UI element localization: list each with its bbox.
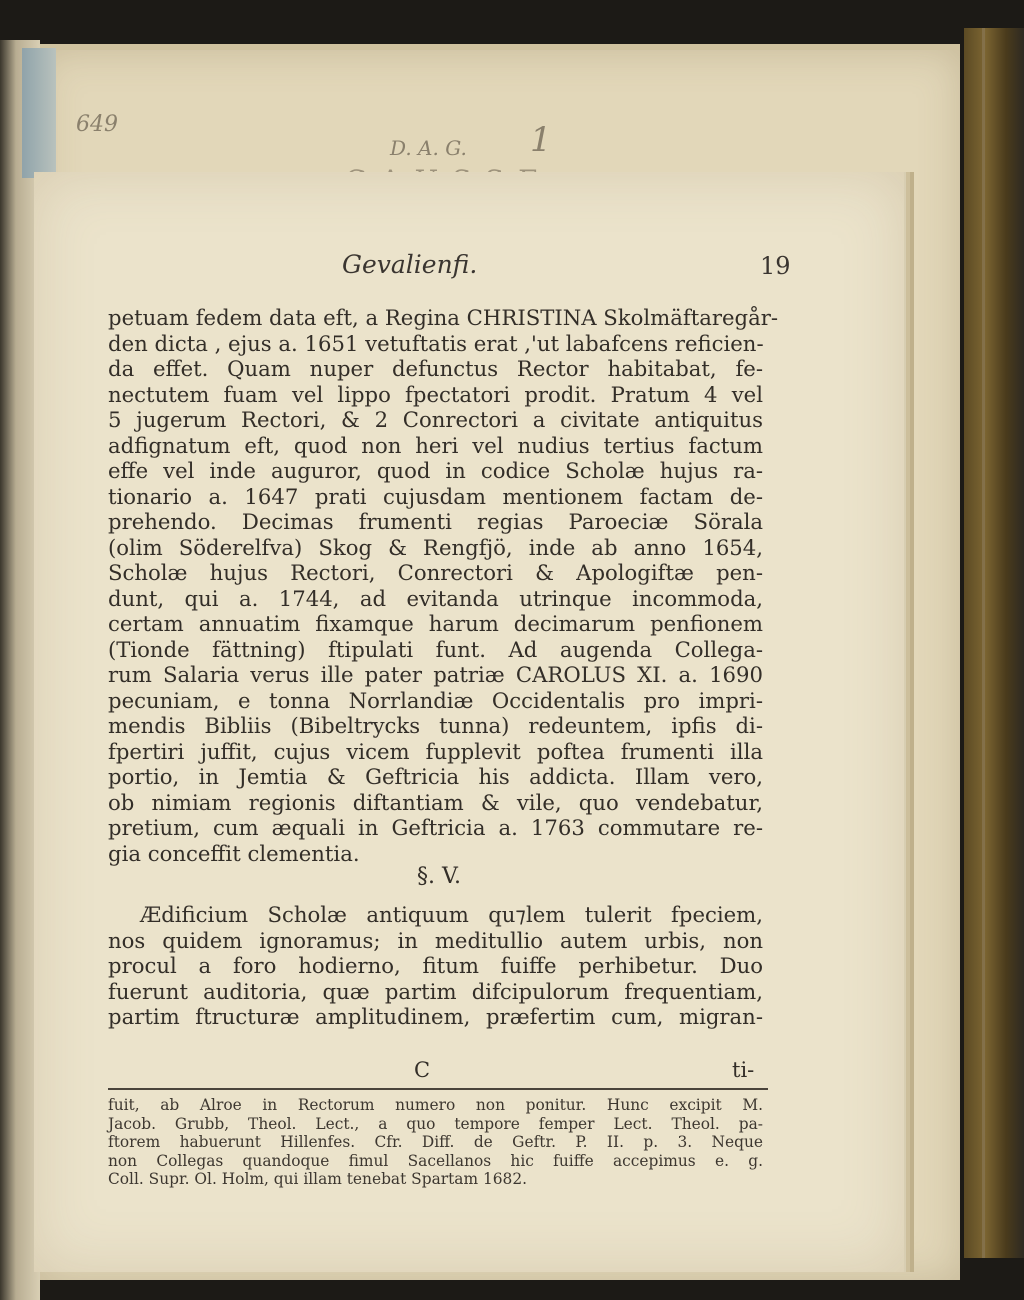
text-line: den dicta , ejus a. 1651 vetuftatis erat ,'ut labafcens reficien- <box>108 330 764 356</box>
text-line: fuerunt auditoria, quæ partim difcipulorum frequentiam, <box>108 978 763 1004</box>
text-line: Ædificium Scholæ antiquum qu⁊lem tulerit fpeciem, <box>140 902 763 927</box>
paragraph-1 <box>108 305 779 866</box>
library-stamp: D. A. G. <box>390 136 467 160</box>
text-line: (Tionde fättning) ftipulati funt. Ad augenda Collega- <box>108 636 763 662</box>
text-line: (olim Söderelfva) Skog & Rengfjö, inde ab anno 1654, <box>108 534 763 560</box>
text-line: mendis Bibliis (Bibeltrycks tunna) redeuntem, ipfis di- <box>108 713 763 738</box>
footnote <box>108 1096 763 1189</box>
text-line: pretium, cum æquali in Geftricia a. 1763 commutare re- <box>108 815 763 840</box>
text-line: procul a foro hodierno, fitum fuiffe perhibetur. Duo <box>108 953 763 978</box>
footnote-line: non Collegas quandoque fimul Sacellanos hic fuiffe accepimus e. g. <box>108 1151 763 1170</box>
text-line: prehendo. Decimas frumenti regias Paroeciæ Sörala <box>108 509 763 534</box>
text-line: gia conceffit clementia. <box>108 840 360 866</box>
text-line: rum Salaria verus ille pater patriæ CAROLUS XI. a. 1690 <box>108 662 763 687</box>
text-line: Scholæ hujus Rectori, Conrectori & Apologiftæ pen- <box>108 560 763 585</box>
footnote-line: Jacob. Grubb, Theol. Lect., a quo tempore femper Lect. Theol. pa- <box>108 1114 763 1133</box>
text-line: fpertiri juffit, cujus vicem fupplevit poftea frumenti illa <box>108 738 763 764</box>
shelf-mark: 649 <box>76 112 118 137</box>
text-line: effe vel inde auguror, quod in codice Scholæ hujus ra- <box>108 458 763 483</box>
running-title: Gevalienfi. <box>342 250 478 279</box>
text-line: nectutem fuam vel lippo fpectatori prodit. Pratum 4 vel <box>108 381 763 407</box>
text-line: da effet. Quam nuper defunctus Rector habitabat, fe- <box>108 356 763 381</box>
footnote-line: Coll. Supr. Ol. Holm, qui illam tenebat Spartam 1682. <box>108 1170 528 1189</box>
text-line: portio, in Jemtia & Geftricia his addicta. Illam vero, <box>108 764 763 789</box>
section-title: §. V. <box>417 864 462 889</box>
footnote-line: ftorem habuerunt Hillenfes. Cfr. Diff. de Geftr. P. II. p. 3. Neque <box>108 1133 763 1152</box>
text-line: petuam fedem data eft, a Regina CHRISTINA Skolmäftaregår- <box>108 305 779 330</box>
text-line: certam annuatim fixamque harum decimarum penfionem <box>108 611 763 636</box>
paragraph-2 <box>108 902 763 1030</box>
page-header <box>34 250 904 290</box>
folio-mark: 1 <box>530 120 552 160</box>
book-page <box>34 172 904 1272</box>
text-line: tionario a. 1647 prati cujusdam mentionem factam de- <box>108 483 763 509</box>
text-line: 5 jugerum Rectori, & 2 Conrectori a civitate antiquitus <box>108 407 763 432</box>
footnote-rule <box>108 1088 768 1090</box>
text-line: dunt, qui a. 1744, ad evitanda utrinque incommoda, <box>108 585 763 611</box>
catchword: ti- <box>732 1058 755 1082</box>
signature-mark: C <box>414 1058 431 1082</box>
book-cover-edge <box>964 28 1024 1258</box>
text-line: partim ftructuræ amplitudinem, præfertim cum, migran- <box>108 1004 763 1029</box>
page-number: 19 <box>760 252 791 280</box>
footnote-line: fuit, ab Alroe in Rectorum numero non ponitur. Hunc excipit M. <box>108 1096 763 1114</box>
text-line: nos quidem ignoramus; in meditullio autem urbis, non <box>108 927 763 953</box>
blue-bookmark-strip <box>22 48 56 178</box>
text-line: adfignatum eft, quod non heri vel nudius tertius factum <box>108 432 763 458</box>
text-line: pecuniam, e tonna Norrlandiæ Occidentalis pro impri- <box>108 687 763 713</box>
text-line: ob nimiam regionis diftantiam & vile, quo vendebatur, <box>108 789 763 815</box>
